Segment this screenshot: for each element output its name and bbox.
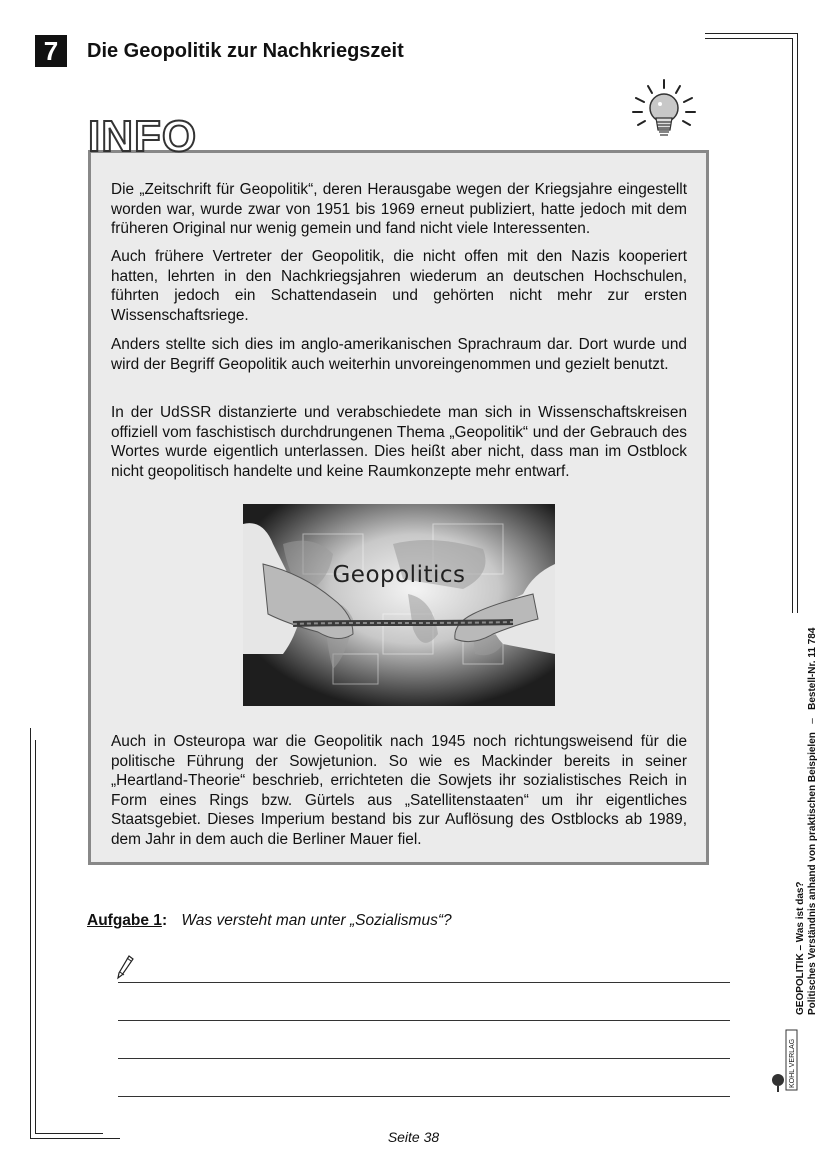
task-label: Aufgabe 1 [87, 912, 162, 929]
answer-line[interactable] [118, 982, 730, 983]
task-1 [87, 912, 452, 930]
answer-line[interactable] [118, 1058, 730, 1059]
frame-top-line [705, 33, 797, 34]
info-paragraph: Die „Zeitschrift für Geopolitik“, deren Herausgabe wegen der Kriegsjahre eingestellt worden war, wurde zwar von 1951 bis 1969 erneut publiziert, hatte jedoch mit dem früheren Original nur wenig gemein und fand nicht viele Interessenten. [111, 181, 687, 237]
frame-left-line [30, 728, 31, 1139]
light-bulb-icon [630, 78, 698, 144]
geopolitics-photo [243, 504, 555, 706]
answer-line[interactable] [118, 1096, 730, 1097]
sidebar-book-subtitle: Politisches Verständnis anhand von praktischen Beispielen [807, 732, 818, 1015]
page-title: Die Geopolitik zur Nachkriegszeit [87, 40, 404, 62]
info-paragraph: Auch in Osteuropa war die Geopolitik nach 1945 noch richtungsweisend für die politische Führung der Sowjetunion. So wie es Mackinder bereits in seiner „Heartland-Theorie“ beschrieb, errichteten die Sowjets ihr sozialistisches Reich in Form eines Rings bzw. Gürtels aus „Satellitenstaaten“ um ihr eigentliches Staatsgebiet. Dieses Imperium bestand bis zur Auflösung des Ostblocks ab 1989, dem Jahr in dem auch die Berliner Mauer fiel. [111, 733, 687, 848]
photo-caption: Geopolitics [332, 562, 466, 588]
frame-right-line-inner [792, 38, 793, 613]
answer-line[interactable] [118, 1020, 730, 1021]
sidebar-order-number: Bestell-Nr. 11 784 [807, 627, 818, 710]
photo-background [243, 504, 555, 706]
page-number: Seite 38 [387, 1129, 440, 1145]
publisher-name: KOHL VERLAG [789, 1038, 796, 1088]
info-paragraph: Auch frühere Vertreter der Geopolitik, die nicht offen mit den Nazis kooperiert hatten, lehrten in den Nachkriegsjahren wiederum an deutschen Hochschulen, führten jedoch ein Schattendasein und gehörten nicht mehr zur ersten Wissenschaftsriege. [111, 248, 687, 324]
frame-top-line-inner [705, 38, 793, 39]
info-paragraph: Anders stellte sich dies im anglo-amerikanischen Sprachraum dar. Dort wurde und wird der Begriff Geopolitik auch weiterhin unvoreingenommen und gezielt benutzt. [111, 336, 687, 373]
task-colon: : [161, 912, 168, 929]
pencil-icon [116, 955, 134, 981]
sidebar-separator: – [807, 718, 818, 724]
info-paragraph: In der UdSSR distanzierte und verabschiedete man sich in Wissenschaftskreisen offiziell vom faschistisch durchdrungenen Thema „Geopolitik“ und der Gebrauch des Wortes wurde eigentlich unterlassen. Dies heißt aber nicht, dass man im Ostblock nicht geopolitisch handelte und keine Raumkonzepte mehr entwarf. [111, 404, 687, 480]
sidebar-book-info [795, 615, 819, 1015]
task-question: Was versteht man unter „Sozialismus“? [181, 912, 452, 929]
publisher-logo [770, 1028, 800, 1094]
frame-right-line [797, 33, 798, 613]
frame-left-line-inner [35, 740, 36, 1134]
sidebar-book-title: GEOPOLITIK – Was ist das? [795, 881, 806, 1015]
info-heading: INFO [88, 112, 198, 161]
chapter-number: 7 [35, 35, 67, 67]
